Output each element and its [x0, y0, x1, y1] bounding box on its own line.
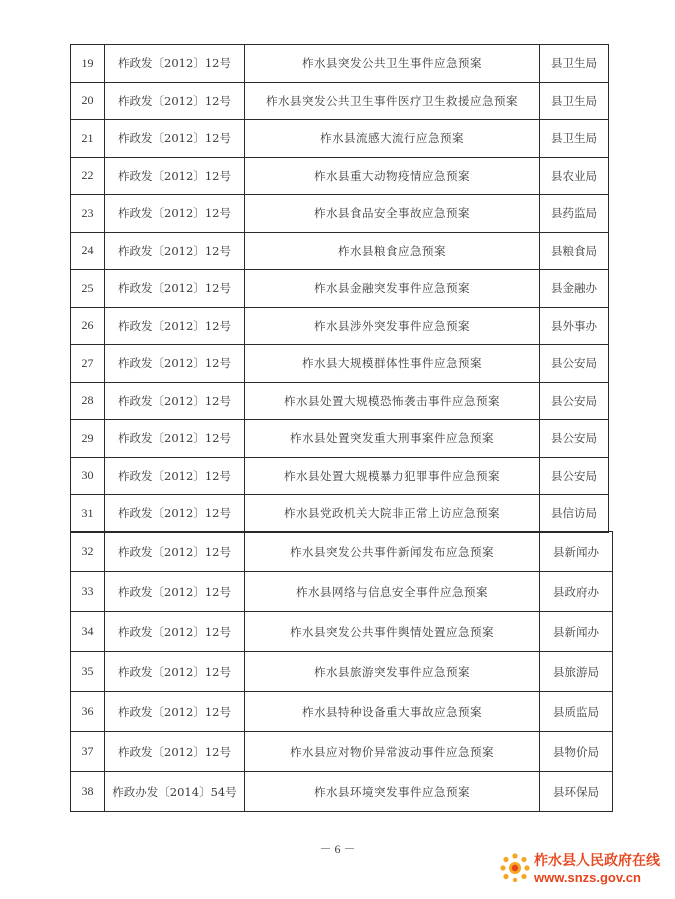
table-row: [71, 772, 613, 812]
plan-title: 柞水县突发公共事件舆情处置应急预案: [245, 612, 540, 652]
table-row: [71, 612, 613, 652]
site-watermark: [500, 848, 670, 892]
plan-title: 柞水县金融突发事件应急预案: [245, 270, 540, 308]
plan-title: 柞水县流感大流行应急预案: [245, 120, 540, 158]
document-number: 柞政发〔2012〕12号: [105, 652, 245, 692]
plan-title: 柞水县突发公共卫生事件医疗卫生救援应急预案: [245, 82, 540, 120]
table-row: [71, 382, 609, 420]
site-url: www.snzs.gov.cn: [534, 870, 641, 885]
responsible-department: 县外事办: [540, 307, 609, 345]
responsible-department: 县旅游局: [540, 652, 613, 692]
document-number: 柞政发〔2012〕12号: [105, 157, 245, 195]
responsible-department: 县公安局: [540, 345, 609, 383]
responsible-department: 县信访局: [540, 495, 609, 533]
table-row: [71, 120, 609, 158]
row-number: 25: [71, 270, 105, 308]
row-number: 31: [71, 495, 105, 533]
plan-title: 柞水县重大动物疫情应急预案: [245, 157, 540, 195]
table-row: [71, 532, 613, 572]
sun-logo-icon: [500, 852, 530, 882]
responsible-department: 县药监局: [540, 195, 609, 233]
plan-title: 柞水县食品安全事故应急预案: [245, 195, 540, 233]
responsible-department: 县新闻办: [540, 612, 613, 652]
row-number: 22: [71, 157, 105, 195]
table-row: [71, 652, 613, 692]
row-number: 30: [71, 457, 105, 495]
document-number: 柞政发〔2012〕12号: [105, 345, 245, 383]
document-number: 柞政发〔2012〕12号: [105, 195, 245, 233]
table-row: [71, 345, 609, 383]
document-number: 柞政发〔2012〕12号: [105, 692, 245, 732]
table-row: [71, 82, 609, 120]
plan-title: 柞水县大规模群体性事件应急预案: [245, 345, 540, 383]
table-row: [71, 420, 609, 458]
responsible-department: 县卫生局: [540, 120, 609, 158]
document-number: 柞政发〔2012〕12号: [105, 495, 245, 533]
document-number: 柞政发〔2012〕12号: [105, 457, 245, 495]
table-row: [71, 270, 609, 308]
row-number: 32: [71, 532, 105, 572]
table-row: [71, 195, 609, 233]
row-number: 35: [71, 652, 105, 692]
document-number: 柞政发〔2012〕12号: [105, 45, 245, 83]
plan-title: 柞水县旅游突发事件应急预案: [245, 652, 540, 692]
row-number: 19: [71, 45, 105, 83]
row-number: 36: [71, 692, 105, 732]
responsible-department: 县政府办: [540, 572, 613, 612]
document-number: 柞政发〔2012〕12号: [105, 532, 245, 572]
plan-title: 柞水县粮食应急预案: [245, 232, 540, 270]
document-number: 柞政发〔2012〕12号: [105, 232, 245, 270]
page-number: － 6 －: [319, 842, 356, 856]
row-number: 29: [71, 420, 105, 458]
document-number: 柞政发〔2012〕12号: [105, 82, 245, 120]
document-number: 柞政发〔2012〕12号: [105, 572, 245, 612]
responsible-department: 县粮食局: [540, 232, 609, 270]
plan-title: 柞水县处置大规模暴力犯罪事件应急预案: [245, 457, 540, 495]
table-row: [71, 307, 609, 345]
document-number: 柞政办发〔2014〕54号: [105, 772, 245, 812]
responsible-department: 县质监局: [540, 692, 613, 732]
plan-title: 柞水县突发公共卫生事件应急预案: [245, 45, 540, 83]
document-number: 柞政发〔2012〕12号: [105, 420, 245, 458]
plan-title: 柞水县突发公共事件新闻发布应急预案: [245, 532, 540, 572]
row-number: 21: [71, 120, 105, 158]
responsible-department: 县农业局: [540, 157, 609, 195]
table-row: [71, 732, 613, 772]
row-number: 27: [71, 345, 105, 383]
plan-title: 柞水县处置突发重大刑事案件应急预案: [245, 420, 540, 458]
responsible-department: 县新闻办: [540, 532, 613, 572]
row-number: 24: [71, 232, 105, 270]
plan-title: 柞水县涉外突发事件应急预案: [245, 307, 540, 345]
document-number: 柞政发〔2012〕12号: [105, 307, 245, 345]
site-name: 柞水县人民政府在线: [534, 853, 660, 869]
responsible-department: 县卫生局: [540, 45, 609, 83]
table-row: [71, 45, 609, 83]
responsible-department: 县卫生局: [540, 82, 609, 120]
row-number: 20: [71, 82, 105, 120]
plan-title: 柞水县环境突发事件应急预案: [245, 772, 540, 812]
table-row: [71, 157, 609, 195]
responsible-department: 县公安局: [540, 420, 609, 458]
document-number: 柞政发〔2012〕12号: [105, 382, 245, 420]
row-number: 33: [71, 572, 105, 612]
responsible-department: 县公安局: [540, 457, 609, 495]
responsible-department: 县环保局: [540, 772, 613, 812]
row-number: 38: [71, 772, 105, 812]
responsible-department: 县公安局: [540, 382, 609, 420]
document-number: 柞政发〔2012〕12号: [105, 612, 245, 652]
plan-title: 柞水县应对物价异常波动事件应急预案: [245, 732, 540, 772]
table-row: [71, 457, 609, 495]
plan-title: 柞水县党政机关大院非正常上访应急预案: [245, 495, 540, 533]
document-number: 柞政发〔2012〕12号: [105, 270, 245, 308]
table-row: [71, 572, 613, 612]
document-number: 柞政发〔2012〕12号: [105, 732, 245, 772]
table-row: [71, 495, 609, 533]
plan-title: 柞水县网络与信息安全事件应急预案: [245, 572, 540, 612]
row-number: 26: [71, 307, 105, 345]
row-number: 34: [71, 612, 105, 652]
document-number: 柞政发〔2012〕12号: [105, 120, 245, 158]
row-number: 23: [71, 195, 105, 233]
table-row: [71, 692, 613, 732]
plan-title: 柞水县处置大规模恐怖袭击事件应急预案: [245, 382, 540, 420]
row-number: 28: [71, 382, 105, 420]
table-row: [71, 232, 609, 270]
emergency-plan-table-part1: [70, 44, 609, 533]
responsible-department: 县金融办: [540, 270, 609, 308]
row-number: 37: [71, 732, 105, 772]
plan-title: 柞水县特种设备重大事故应急预案: [245, 692, 540, 732]
responsible-department: 县物价局: [540, 732, 613, 772]
emergency-plan-table-part2: [70, 531, 613, 812]
